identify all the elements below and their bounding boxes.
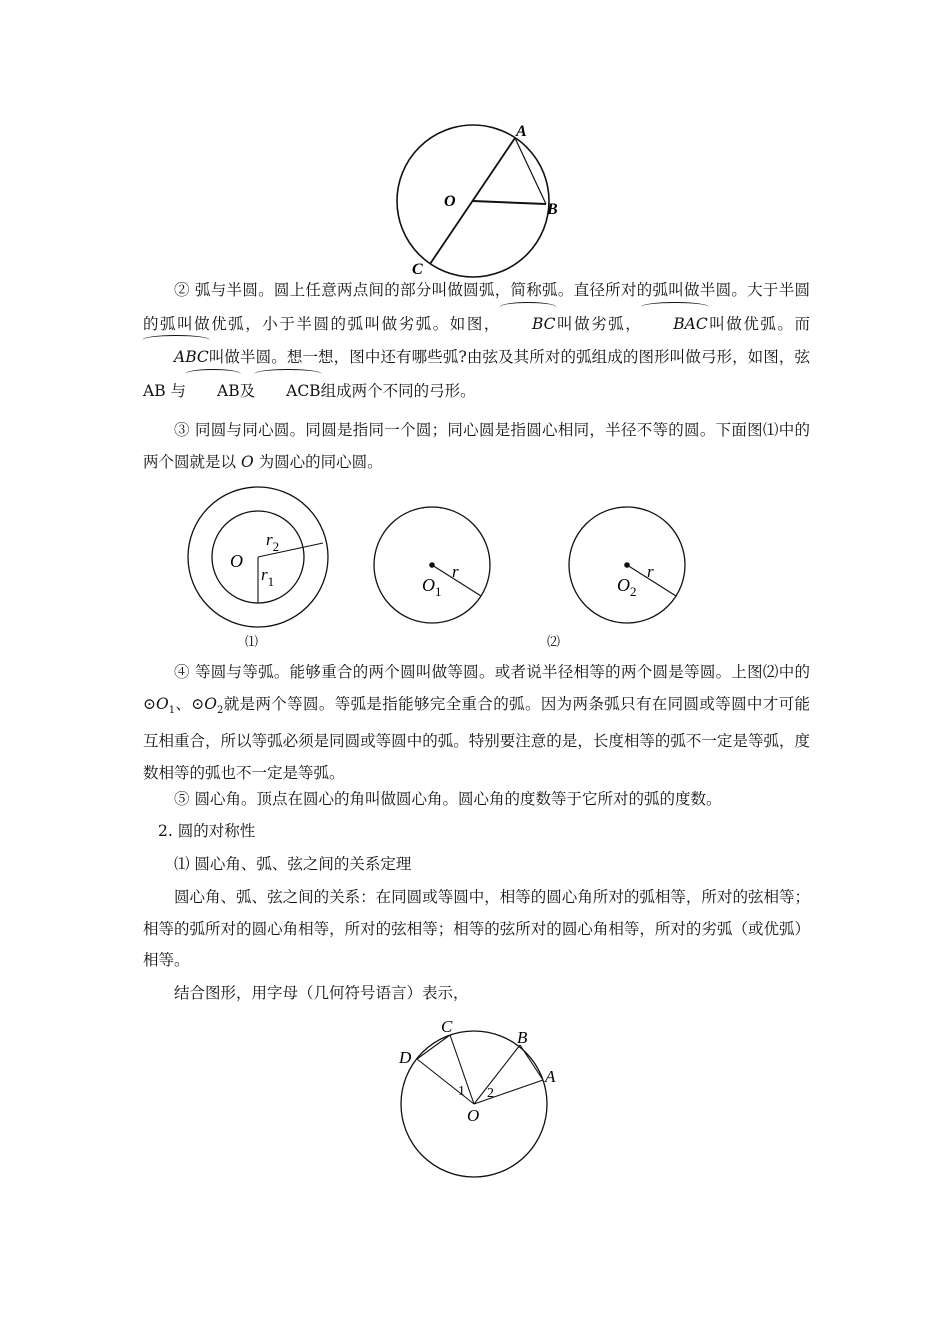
label-d: D <box>399 1048 412 1067</box>
circle-o2-r: r <box>647 562 654 581</box>
label-o: O <box>444 193 456 210</box>
figure-circle-diameter <box>388 118 568 278</box>
figure-concentric-and-equal-circles <box>180 485 700 630</box>
arc-acb: ACB <box>255 374 320 408</box>
paragraph-concentric-circles: ③ 同圆与同心圆。同圆是指同一个圆；同心圆是指圆心相同，半径不等的圆。下面图⑴中的两个圆就是以 O 为圆心的同心圆。 <box>143 421 810 471</box>
circle-o2-label: $O_2$ <box>617 575 637 599</box>
label-o: O <box>467 1106 480 1125</box>
paragraph-relation-theorem: 圆心角、弧、弦之间的关系：在同圆或等圆中，相等的圆心角所对的弧相等，所对的弦相等；相等的弧所对的圆心角相等，所对的弦相等；相等的弦所对的圆心角相等，所对的劣弧（或优弧）相等。 <box>143 888 810 969</box>
paragraph-arcs-semicircles: ② 弧与半圆。圆上任意两点间的部分叫做圆弧，简称弧。直径所对的弧叫做半圆。大于半圆的弧叫做优弧，小于半圆的弧叫做劣弧。如图， BC叫做劣弧， BAC叫做优弧。而ABC叫做半圆。想一想，图中还有哪些弧?由弦及其所对的弧组成的图形叫做弓形，如图，弦 AB 与 AB及 ACB组成两个不同的弓形。 <box>143 275 810 407</box>
arc-bac: BAC <box>642 307 707 341</box>
caption-figure-1: ⑴ <box>245 635 259 650</box>
label-c: C <box>412 261 423 278</box>
concentric-o: O <box>230 551 243 571</box>
concentric-r2: $r_2$ <box>266 530 280 554</box>
subheading-relation-theorem: ⑴ 圆心角、弧、弦之间的关系定理 <box>174 855 412 873</box>
arc-ab: AB <box>186 374 240 408</box>
circle-o1-r: r <box>452 562 459 581</box>
angle-1: 1 <box>458 1084 465 1099</box>
arc-abc: ABC <box>143 340 209 374</box>
angle-2: 2 <box>487 1086 494 1101</box>
paragraph-central-angle: ⑤ 圆心角。顶点在圆心的角叫做圆心角。圆心角的度数等于它所对的弧的度数。 <box>174 790 722 808</box>
paragraph-symbolic-expression: 结合图形，用字母（几何符号语言）表示， <box>174 984 469 1002</box>
paragraph-equal-circles-arcs: ④ 等圆与等弧。能够重合的两个圆叫做等圆。或者说半径相等的两个圆是等圆。上图⑵中的$⊙O_1$、$⊙O_2$就是两个等圆。等弧是指能够完全重合的弧。因为两条弧只有在同圆或等圆中才可能互相重合，所以等弧必须是同圆或等圆中的弧。特别要注意的是，长度相等的弧不一定是等弧，度数相等的弧也不一定是等弧。 <box>143 663 810 782</box>
label-a: A <box>516 123 527 140</box>
label-a: A <box>545 1067 556 1086</box>
concentric-r1: $r_1$ <box>261 565 275 589</box>
figure-central-angles <box>390 1018 570 1184</box>
label-c: C <box>441 1018 453 1036</box>
arc-bc: BC <box>501 307 556 341</box>
label-b: B <box>547 201 558 218</box>
label-b: B <box>517 1028 528 1047</box>
heading-circle-symmetry: 2. 圆的对称性 <box>158 822 256 840</box>
caption-figure-2: ⑵ <box>547 635 561 650</box>
circle-o1-label: $O_1$ <box>422 575 442 599</box>
